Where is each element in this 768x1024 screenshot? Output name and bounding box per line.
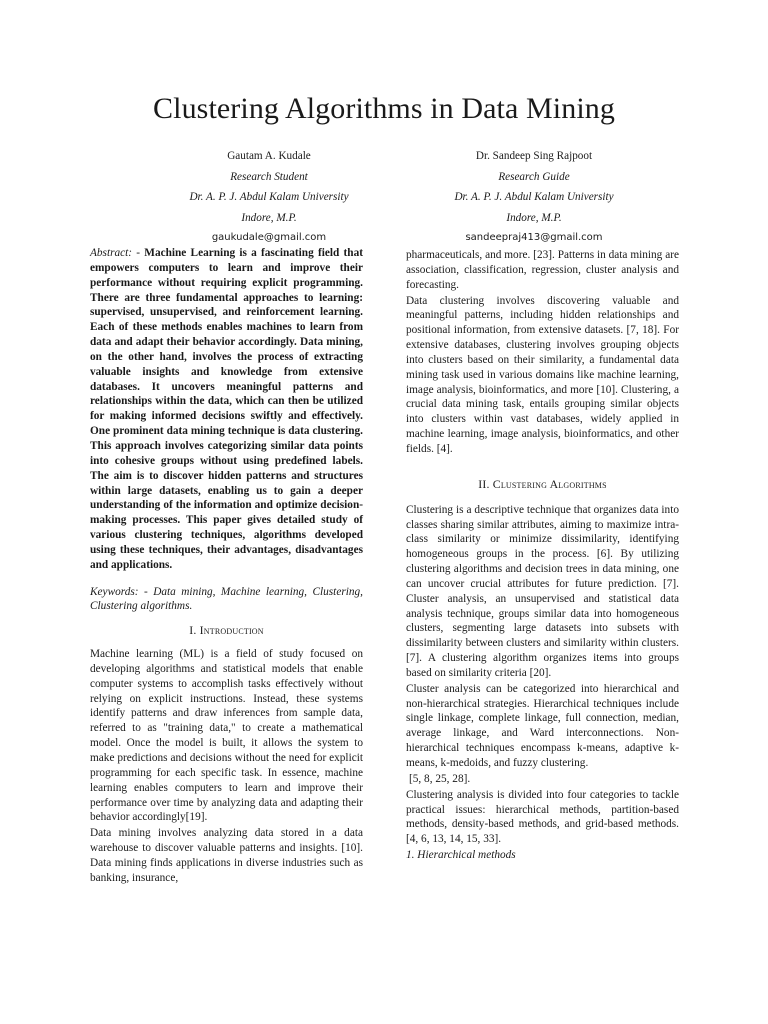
paragraph: Cluster analysis can be categorized into hierarchical and non-hierarchical strategies. Hierarchical techniques include single linkage, complete linkage, full connection, median, average linkage, and Ward interconnections. Non-hierarchical techniques encompass k-means, adaptive k-means, k-medoids, and fuzzy clustering. [406, 682, 679, 769]
paragraph: Data mining involves analyzing data stored in a data warehouse to discover valuable patterns and insights. [10]. Data mining finds applications in diverse industries such as banking, insurance, [90, 827, 363, 884]
abstract [90, 246, 363, 573]
author-email: gaukudale@gmail.com [211, 232, 327, 243]
abstract-text: Machine Learning is a fascinating field that empowers computers to learn and improve their performance without requiring explicit programming. There are three fundamental approaches to learning: supervised, unsupervised, and reinforcement learning. Each of these methods enables machines to learn from data and adapt their behavior accordingly. Data mining, on the other hand, involves the process of extracting valuable insights and knowledge from extensive databases. It uncovers meaningful patterns and relationships within the data, which can then be utilized for making informed decisions swiftly and effectively. One prominent data mining technique is data clustering. This approach involves categorizing similar data points into cohesive groups without using predefined labels. The aim is to discover hidden patterns and structures within large datasets, enabling us to gain a deeper understanding of the information and optimize decision-making processes. This paper gives detailed study of various clustering techniques, algorithms developed using these techniques, their advantages, disadvantages and applications. [90, 247, 363, 571]
author-location: Indore, M.P. [241, 211, 297, 224]
author-name: Gautam A. Kudale [227, 150, 311, 162]
author-email: sandeepraj413@gmail.com [465, 232, 603, 243]
author-location: Indore, M.P. [506, 211, 562, 224]
paragraph: Data clustering involves discovering valuable and meaningful patterns, including hidden relationships and positional information, from extensive datasets. [7, 18]. For extensive databases, clustering involves grouping objects into clusters based on their similarity, a fundamental data mining task used in various domains like machine learning, image analysis, bioinformatics, and more [10]. Clustering, a crucial data mining task, entails grouping similar objects into clusters within vast databases, widely applied in machine learning, image analysis, bioinformatics, and other fields. [4]. [406, 294, 679, 455]
citation-line: [5, 8, 25, 28]. [409, 772, 471, 785]
author-name: Dr. Sandeep Sing Rajpoot [475, 150, 593, 162]
paragraph: Machine learning (ML) is a field of study focused on developing algorithms and statistical models that enable computer systems to accomplish tasks effectively without relying on explicit instructions. Instead, these systems identify patterns and draw inferences from sample data, referred to as "training data," to create a mathematical model. Once the model is built, it allows the system to make predictions and decisions without the need for explicit programming for each specific task. In essence, machine learning enables computers to learn and improve their performance over time by analyzing data and adapting their behavior accordingly[19]. [90, 648, 363, 824]
author-university: Dr. A. P. J. Abdul Kalam University [454, 191, 614, 203]
keywords-text: Data mining, Machine learning, Clustering, Clustering algorithms. [90, 585, 363, 613]
author-block-2 [384, 146, 684, 249]
author-role: Research Student [230, 170, 308, 183]
left-column [90, 246, 363, 887]
paragraph: Clustering analysis is divided into four categories to tackle practical issues: hierarchical methods, partition-based methods, density-based methods, and grid-based methods. [4, 6, 13, 14, 15, 33]. [406, 788, 679, 846]
paragraph: pharmaceuticals, and more. [23]. Patterns in data mining are association, classification, regression, cluster analysis and forecasting. [406, 249, 679, 291]
section-heading-clustering: II. Clustering Algorithms [478, 476, 607, 491]
author-role: Research Guide [498, 170, 570, 183]
paragraph: Clustering is a descriptive technique that organizes data into classes sharing similar attributes, aiming to maximize intra-class similarity or minimize dissimilarity, identifying homogeneous groups in the process. [6]. By utilizing clustering algorithms and decision trees in data mining, one can uncover crucial attributes for future prediction. [7]. Cluster analysis, an unsupervised and statistical data analysis technique, groups similar data into homogeneous clusters, segmenting large datasets into subsets with dissimilarity between clusters and similarity within clusters. [7]. A clustering algorithm organizes items into groups based on similarity criteria [20]. [406, 503, 679, 679]
keywords-label: Keywords: - [90, 585, 148, 598]
author-block-1 [119, 146, 419, 249]
right-column [406, 248, 679, 864]
keywords [90, 585, 363, 615]
author-university: Dr. A. P. J. Abdul Kalam University [189, 191, 349, 203]
subsection-heading: 1. Hierarchical methods [406, 849, 516, 862]
section-heading-introduction: I. Introduction [189, 623, 264, 638]
paper-title: Clustering Algorithms in Data Mining [153, 92, 615, 125]
abstract-label: Abstract: - [90, 247, 141, 259]
